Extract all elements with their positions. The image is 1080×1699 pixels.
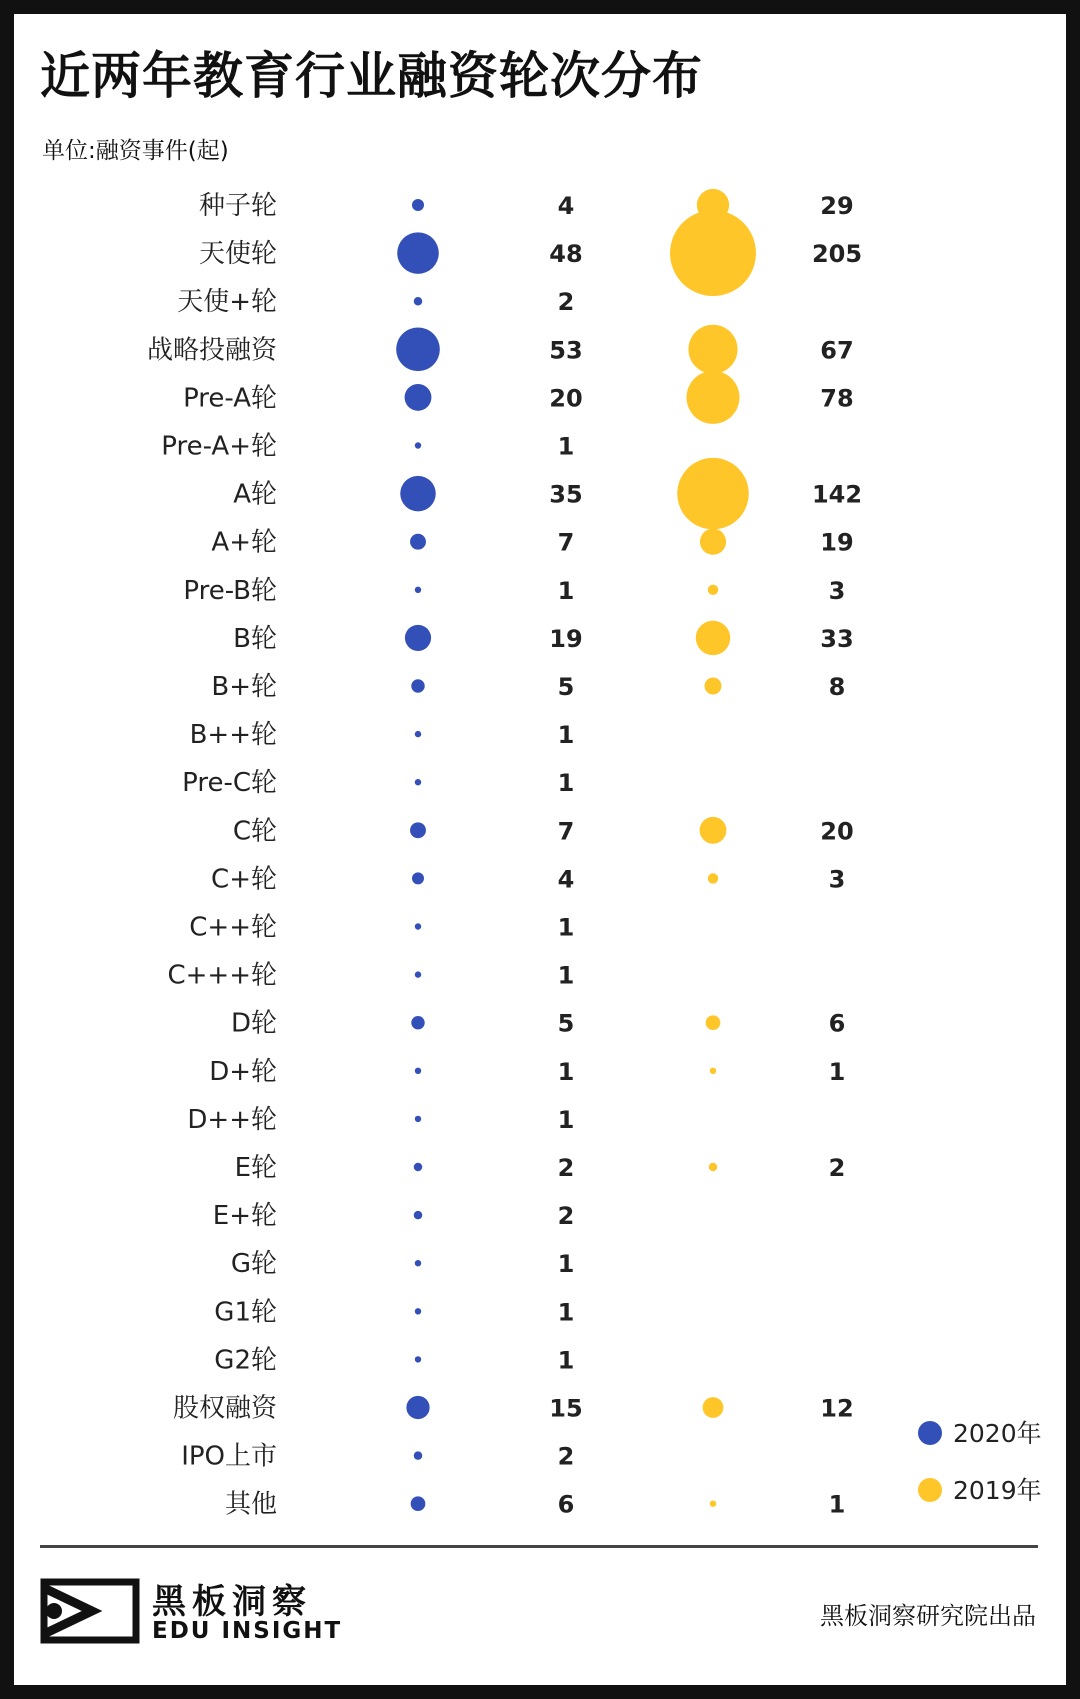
legend-label: 2020年 [953,1419,1042,1448]
data-label: 4 [557,192,575,220]
data-label: 2 [557,1154,575,1182]
legend-swatch [918,1421,942,1445]
data-label: 1 [557,432,575,461]
data-label: 67 [820,336,854,365]
category-label: A轮 [233,479,277,510]
data-label: 2 [557,1202,575,1231]
data-label: 3 [828,576,846,605]
data-label: 2 [828,1154,846,1182]
bubble-series-1 [414,1163,422,1171]
category-label: E轮 [234,1153,277,1183]
data-label: 1 [557,1105,575,1134]
category-label: G2轮 [214,1345,277,1376]
data-label: 8 [828,673,846,701]
data-label: 1 [557,1298,575,1327]
bubble-series-2 [710,1501,716,1507]
bubble-series-2 [696,621,730,655]
bubble-series-1 [411,679,424,692]
category-label: Pre-B轮 [183,575,277,606]
data-label: 1 [557,1057,575,1086]
data-label: 1 [828,1490,846,1519]
bubble-series-1 [410,534,426,550]
data-label: 142 [811,480,863,509]
data-label: 78 [820,384,854,413]
data-label: 15 [549,1394,583,1423]
footer-divider [40,1545,1038,1548]
data-label: 20 [820,817,854,846]
data-label: 19 [820,528,854,557]
bubble-series-1 [397,232,439,274]
data-label: 1 [557,576,575,605]
category-label: Pre-A轮 [183,383,277,414]
bubble-series-1 [412,199,424,211]
bubble-series-1 [396,327,440,371]
category-label: 战略投融资 [146,335,277,366]
category-label: Pre-C轮 [182,768,277,799]
data-label: 1 [557,1346,575,1375]
data-label: 4 [557,865,575,894]
data-label: 1 [557,721,575,750]
bubble-series-1 [415,1308,421,1314]
data-label: 1 [557,913,575,942]
bubble-series-1 [414,297,422,305]
category-label: 股权融资 [172,1393,277,1424]
category-label: B++轮 [189,720,277,751]
category-label: 种子轮 [198,191,277,221]
bubble-series-2 [709,1163,717,1171]
category-label: C+++轮 [167,960,277,991]
logo-text-en: EDU INSIGHT [152,1618,343,1644]
bubble-series-1 [415,779,421,785]
category-label: A+轮 [211,527,277,558]
data-label: 53 [549,336,583,365]
bubble-series-1 [415,731,421,737]
bubble-series-2 [705,678,722,695]
bubble-series-1 [411,1016,424,1029]
bubble-series-1 [406,1396,429,1419]
page-title: 近两年教育行业融资轮次分布 [40,47,703,105]
bubble-series-2 [700,529,726,555]
data-label: 205 [811,240,863,269]
data-label: 5 [557,1009,575,1038]
logo-mark-icon [40,1578,140,1644]
data-label: 7 [557,528,575,557]
data-label: 12 [820,1394,854,1423]
logo [40,1572,360,1652]
data-label: 19 [549,624,583,653]
bubble-series-2 [710,1068,716,1074]
bubble-series-1 [415,1068,421,1074]
category-label: 其他 [224,1489,277,1520]
bubble-series-2 [677,458,749,529]
bubble-series-2 [687,371,740,424]
legend-label: 2019年 [953,1476,1042,1505]
category-label: Pre-A+轮 [161,431,277,462]
category-label: D轮 [230,1008,277,1039]
category-label: G1轮 [214,1297,277,1328]
data-label: 48 [549,240,583,269]
category-label: C++轮 [189,912,277,943]
bubble-series-1 [415,442,421,448]
bubble-series-1 [415,971,421,977]
bubble-series-1 [415,1116,421,1122]
bubble-series-2 [708,873,718,883]
data-label: 1 [557,1250,575,1279]
footer-credit: 黑板洞察研究院出品 [820,1602,1036,1630]
bubble-series-1 [415,923,421,929]
bubble-series-1 [414,1211,422,1219]
category-label: 天使+轮 [177,287,277,318]
bubble-series-1 [405,625,431,651]
category-label: D++轮 [187,1104,277,1135]
data-label: 6 [557,1490,575,1519]
category-label: 天使轮 [198,239,277,270]
data-label: 3 [828,865,846,894]
bubble-series-1 [415,1260,421,1266]
bubble-series-1 [415,1356,421,1362]
data-label: 7 [557,817,575,846]
unit-label: 单位:融资事件(起) [42,138,229,164]
category-label: B轮 [233,623,277,654]
data-label: 20 [549,384,583,413]
category-label: C+轮 [211,864,277,895]
bubble-series-2 [708,585,718,595]
category-label: G轮 [230,1249,277,1280]
bubble-series-1 [411,1496,426,1511]
data-label: 1 [557,769,575,798]
category-label: C轮 [232,816,277,847]
data-label: 2 [557,1442,575,1471]
bubble-series-2 [670,210,756,296]
data-label: 33 [820,624,854,653]
bubble-series-1 [400,476,436,512]
logo-text-cn: 黑板洞察 [152,1582,312,1622]
legend-swatch [918,1478,942,1502]
data-label: 1 [557,961,575,990]
bubble-series-2 [703,1397,724,1418]
data-label: 29 [820,192,854,220]
bubble-series-2 [688,325,737,374]
data-label: 35 [549,480,583,509]
bubble-series-1 [415,587,421,593]
data-label: 2 [557,288,575,317]
category-label: D+轮 [209,1056,277,1087]
category-label: IPO上市 [181,1441,277,1472]
data-label: 6 [828,1009,846,1038]
bubble-series-1 [410,822,426,838]
bubble-series-1 [414,1451,422,1459]
data-label: 5 [557,673,575,701]
category-label: E+轮 [212,1201,277,1232]
category-label: B+轮 [211,672,277,702]
bubble-series-2 [706,1015,721,1030]
data-label: 1 [828,1057,846,1086]
bubble-series-1 [405,384,432,411]
bubble-series-1 [412,872,424,884]
bubble-series-2 [700,817,727,844]
